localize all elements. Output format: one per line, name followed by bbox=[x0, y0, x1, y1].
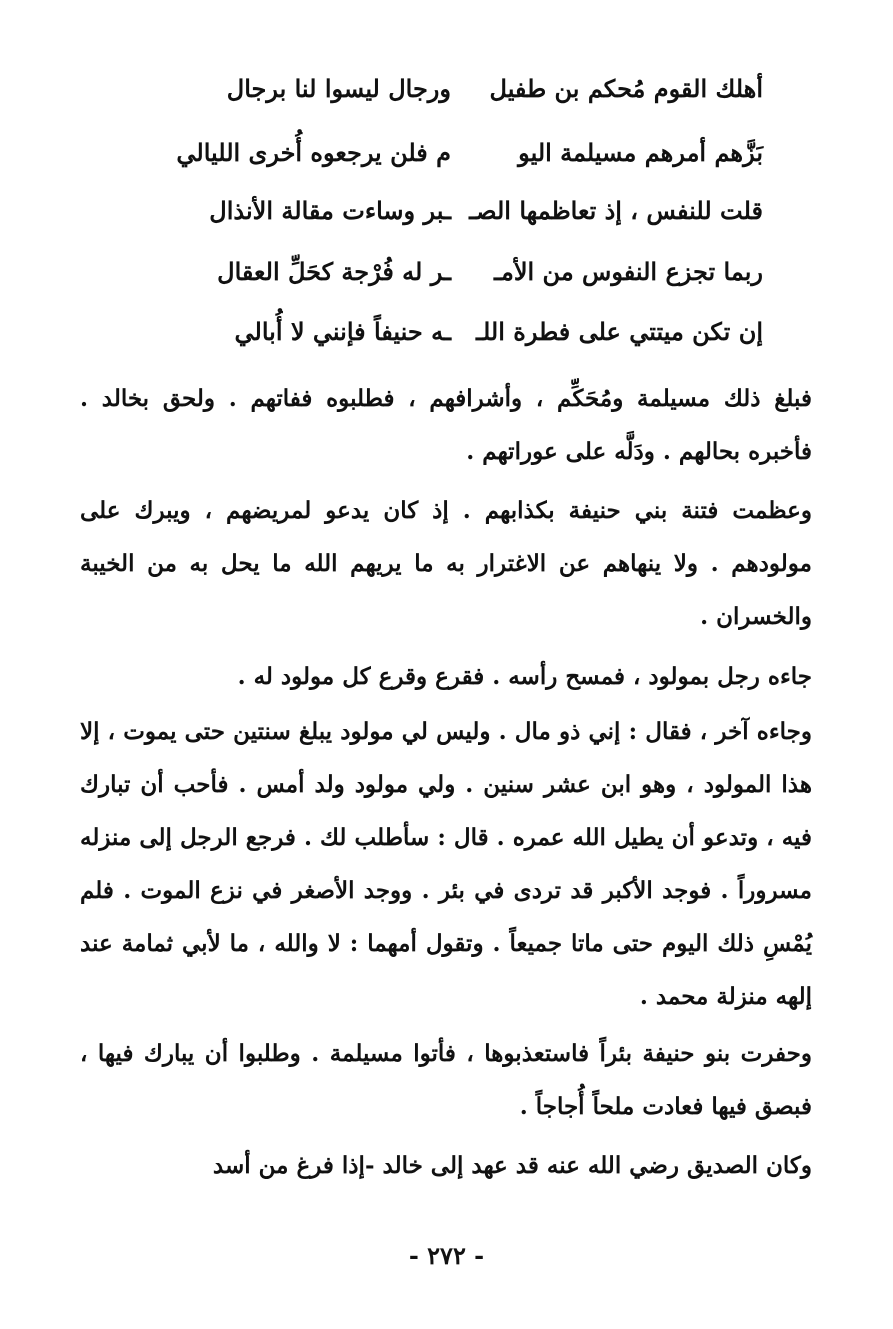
body-paragraph bbox=[80, 484, 812, 643]
verse-second-hemistich: ـر له فُرْجة كحَلِّ العقال bbox=[217, 257, 451, 286]
body-paragraph bbox=[80, 372, 812, 478]
page-number: - ٢٧٢ - bbox=[408, 1241, 485, 1270]
paragraph-text: جاءه رجل بمولود ، فمسح رأسه . فقرع وقرع كل مولود له . bbox=[237, 663, 812, 690]
verse-line bbox=[131, 61, 763, 117]
body-paragraph bbox=[80, 705, 812, 1023]
paragraph-text: وجاءه آخر ، فقال : إني ذو مال . وليس لي مولود يبلغ سنتين حتى يموت ، إلا هذا المولود ، وهو ابن عشر سنين . ولي مولود ولد أمس . فأحب أن تبارك فيه ، وتدعو أن يطيل الله عمره . قال : سأطلب لك . فرجع الرجل إلى منزله مسروراً . فوجد الأكبر قد تردى في بئر . ووجد الأصغر في نزع الموت . فلم يُمْسِ ذلك اليوم حتى ماتا جميعاً . وتقول أمهما : لا والله ، ما لأبي ثمامة عند إلهه منزلة محمد . bbox=[80, 718, 812, 1010]
verse-second-hemistich: ـبر وساءت مقالة الأنذال bbox=[209, 196, 451, 225]
paragraph-text: وكان الصديق رضي الله عنه قد عهد إلى خالد -إذا فرغ من أسد bbox=[212, 1152, 812, 1179]
verse-line bbox=[131, 183, 763, 239]
paragraph-text: وحفرت بنو حنيفة بئراً فاستعذبوها ، فأتوا مسيلمة . وطلبوا أن يبارك فيها ، فبصق فيها فعادت ملحاً أُجاجاً . bbox=[80, 1040, 812, 1120]
verse-line bbox=[131, 125, 763, 181]
verse-second-hemistich: ورجال ليسوا لنا برجال bbox=[226, 74, 451, 103]
verse-first-hemistich: بَزَّهم أمرهم مسيلمة اليو bbox=[518, 138, 763, 167]
body-paragraph bbox=[80, 650, 812, 703]
body-paragraph bbox=[80, 1139, 812, 1192]
verse-line bbox=[131, 304, 763, 360]
paragraph-text: فبلغ ذلك مسيلمة ومُحَكِّم ، وأشرافهم ، فطلبوه ففاتهم . ولحق بخالد . فأخبره بحالهم . ودَلَّه على عوراتهم . bbox=[80, 385, 812, 465]
verse-second-hemistich: م فلن يرجعوه أُخرى الليالي bbox=[176, 138, 451, 167]
verse-first-hemistich: ربما تجزع النفوس من الأمـ bbox=[493, 257, 763, 286]
verse-first-hemistich: قلت للنفس ، إذ تعاظمها الصـ bbox=[469, 196, 763, 225]
paragraph-text: وعظمت فتنة بني حنيفة بكذابهم . إذ كان يدعو لمريضهم ، ويبرك على مولودهم . ولا ينهاهم عن الاغترار به ما يريهم الله ما يحل به من الخيبة والخسران . bbox=[80, 497, 812, 630]
verse-line bbox=[131, 244, 763, 300]
verse-first-hemistich: إن تكن ميتتي على فطرة اللـ bbox=[475, 317, 763, 346]
body-paragraph bbox=[80, 1027, 812, 1133]
verse-second-hemistich: ـه حنيفاً فإنني لا أُبالي bbox=[234, 317, 451, 346]
verse-first-hemistich: أهلك القوم مُحكم بن طفيل bbox=[489, 74, 763, 103]
